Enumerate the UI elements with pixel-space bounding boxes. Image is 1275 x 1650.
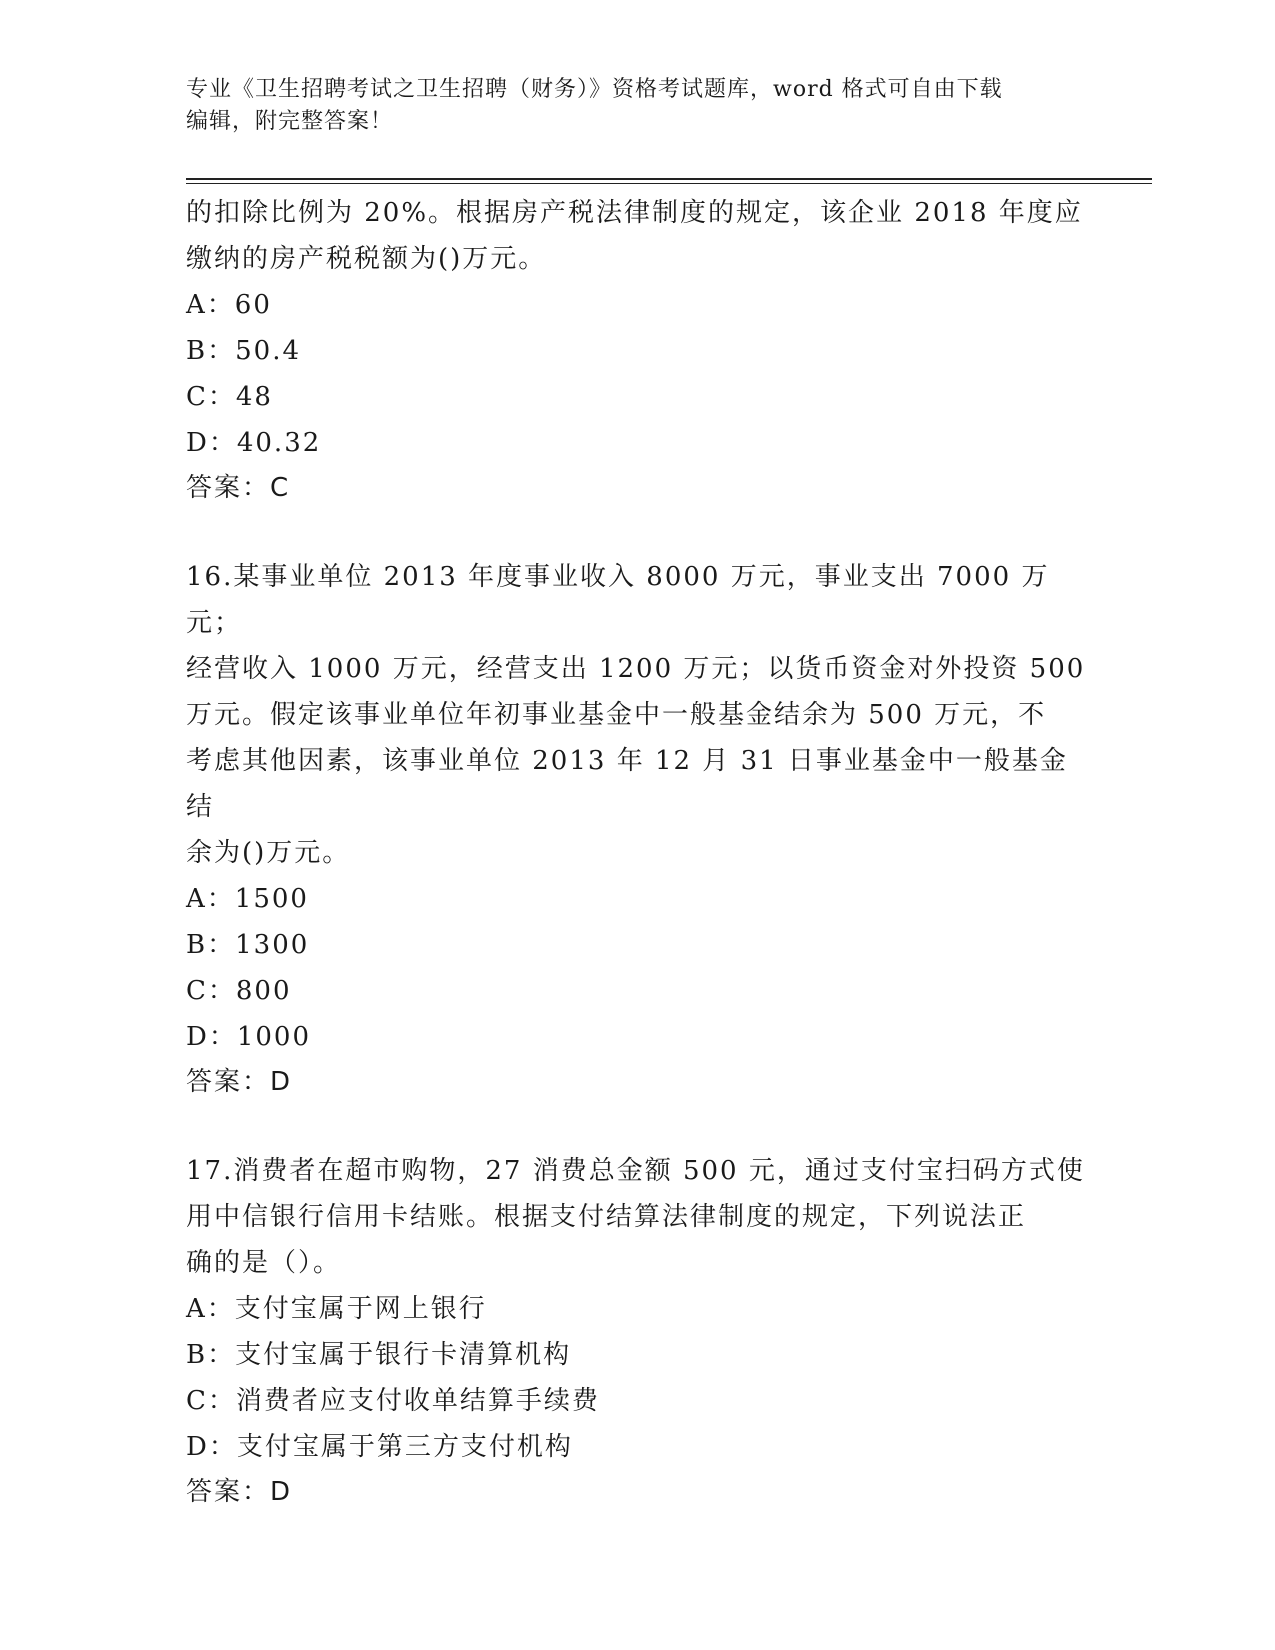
question-15-stem-line-1: 的扣除比例为 20%。根据房产税法律制度的规定，该企业 2018 年度应: [186, 198, 1083, 228]
header-line-1: 专业《卫生招聘考试之卫生招聘（财务）》资格考试题库，word 格式可自由下载: [186, 77, 1003, 102]
document-header: [186, 74, 1066, 138]
question-17-answer: 答案：D: [186, 1477, 293, 1507]
question-17-stem-line-1: 17.消费者在超市购物，27 消费总金额 500 元，通过支付宝扫码方式使: [186, 1156, 1085, 1186]
header-rule-thick: [186, 178, 1152, 180]
question-15-answer: 答案：C: [186, 473, 291, 503]
question-15-option-d: D：40.32: [186, 428, 322, 458]
question-17: [186, 1148, 1086, 1514]
question-15-option-b: B：50.4: [186, 336, 301, 366]
header-line-2: 编辑，附完整答案！: [186, 109, 394, 134]
question-16-option-d: D：1000: [186, 1022, 312, 1052]
question-16-option-b: B：1300: [186, 930, 310, 960]
question-17-option-b: B：支付宝属于银行卡清算机构: [186, 1340, 572, 1370]
question-17-option-a: A：支付宝属于网上银行: [186, 1294, 487, 1324]
question-15-option-a: A：60: [186, 290, 272, 320]
question-16-answer: 答案：D: [186, 1067, 293, 1097]
question-16-stem-line-2: 经营收入 1000 万元，经营支出 1200 万元；以货币资金对外投资 500: [186, 654, 1086, 684]
question-16-stem-line-3: 万元。假定该事业单位年初事业基金中一般基金结余为 500 万元，不: [186, 700, 1047, 730]
question-16-stem-line-4: 考虑其他因素，该事业单位 2013 年 12 月 31 日事业基金中一般基金结: [186, 746, 1068, 822]
question-17-stem-line-3: 确的是（）。: [186, 1248, 342, 1278]
question-16-option-c: C：800: [186, 976, 292, 1006]
question-15: [186, 190, 1086, 510]
question-17-option-c: C：消费者应支付收单结算手续费: [186, 1386, 600, 1416]
question-16-stem-line-1: 16.某事业单位 2013 年度事业收入 8000 万元，事业支出 7000 万元；: [186, 562, 1050, 638]
header-rule-thin: [186, 183, 1152, 184]
question-16-option-a: A：1500: [186, 884, 309, 914]
question-15-stem-line-2: 缴纳的房产税税额为()万元。: [186, 244, 547, 274]
question-15-option-c: C：48: [186, 382, 273, 412]
question-17-stem-line-2: 用中信银行信用卡结账。根据支付结算法律制度的规定，下列说法正: [186, 1202, 1027, 1232]
document-body: [186, 190, 1086, 1514]
question-17-option-d: D：支付宝属于第三方支付机构: [186, 1432, 573, 1462]
question-16: [186, 554, 1086, 1104]
question-16-stem-line-5: 余为()万元。: [186, 838, 351, 868]
